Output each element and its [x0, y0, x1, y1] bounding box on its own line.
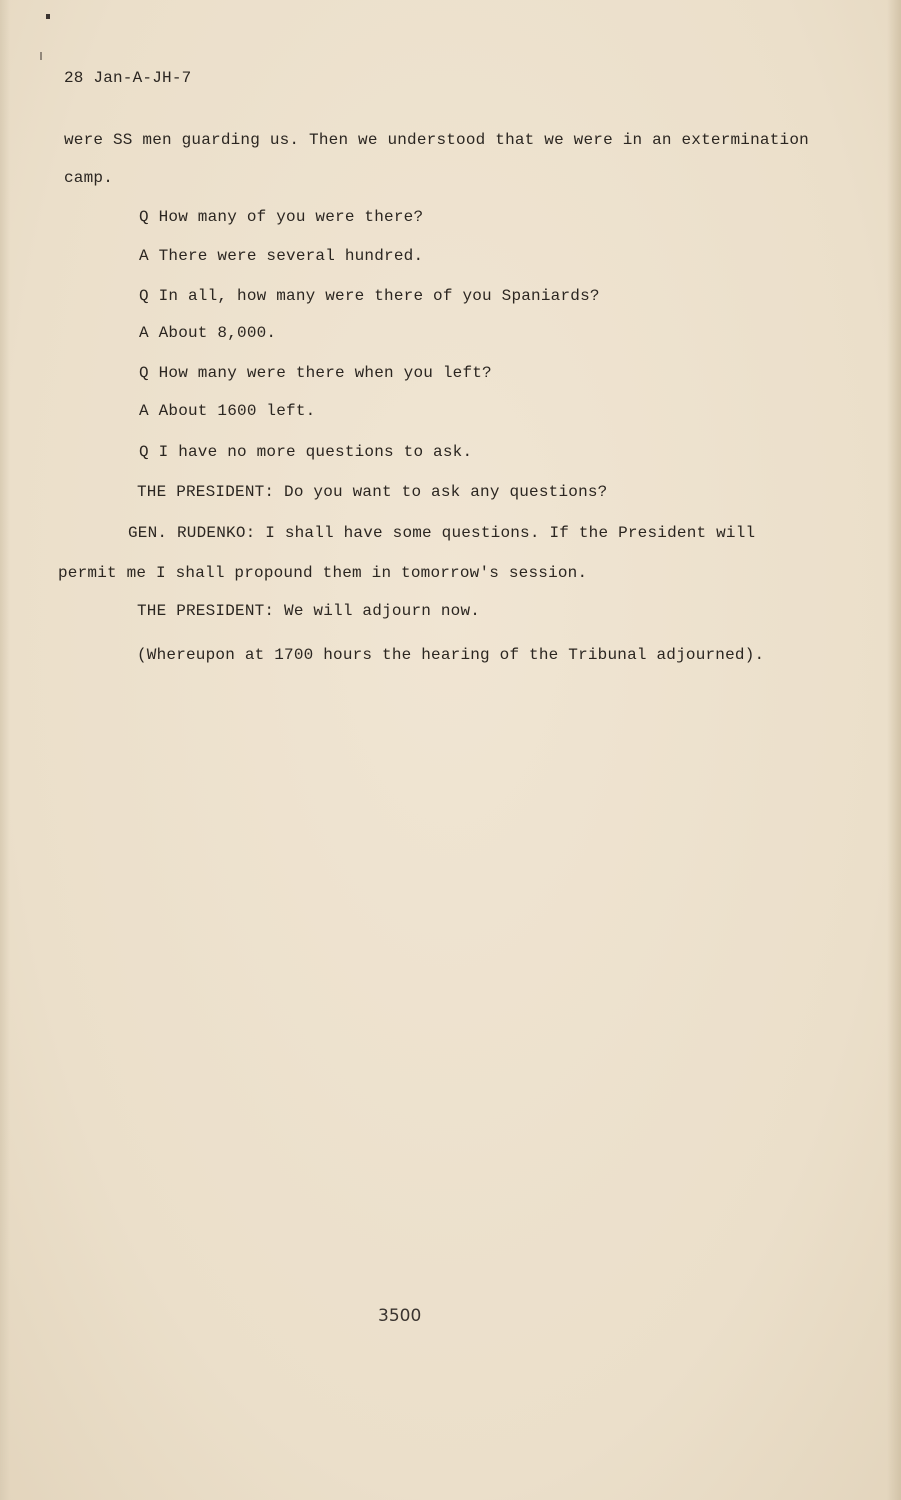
transcript-line: A About 1600 left.: [139, 402, 316, 420]
transcript-line: (Whereupon at 1700 hours the hearing of the Tribunal adjourned).: [137, 646, 765, 664]
transcript-line: were SS men guarding us. Then we understood that we were in an extermination: [64, 131, 809, 149]
transcript-line: A There were several hundred.: [139, 247, 424, 265]
margin-mark: [46, 14, 50, 19]
page-number: 3500: [378, 1306, 422, 1326]
transcript-line: Q In all, how many were there of you Spaniards?: [139, 287, 600, 305]
transcript-line: Q How many of you were there?: [139, 208, 424, 226]
transcript-line: THE PRESIDENT: We will adjourn now.: [137, 602, 481, 620]
header-reference: 28 Jan-A-JH-7: [64, 69, 192, 87]
transcript-line: Q How many were there when you left?: [139, 364, 492, 382]
transcript-line: THE PRESIDENT: Do you want to ask any questions?: [137, 483, 608, 501]
margin-mark: [40, 52, 42, 60]
transcript-line: GEN. RUDENKO: I shall have some questions. If the President will: [128, 524, 756, 542]
transcript-line: permit me I shall propound them in tomorrow's session.: [58, 564, 588, 582]
transcript-line: A About 8,000.: [139, 324, 277, 342]
transcript-line: Q I have no more questions to ask.: [139, 443, 473, 461]
transcript-line: camp.: [64, 169, 114, 187]
